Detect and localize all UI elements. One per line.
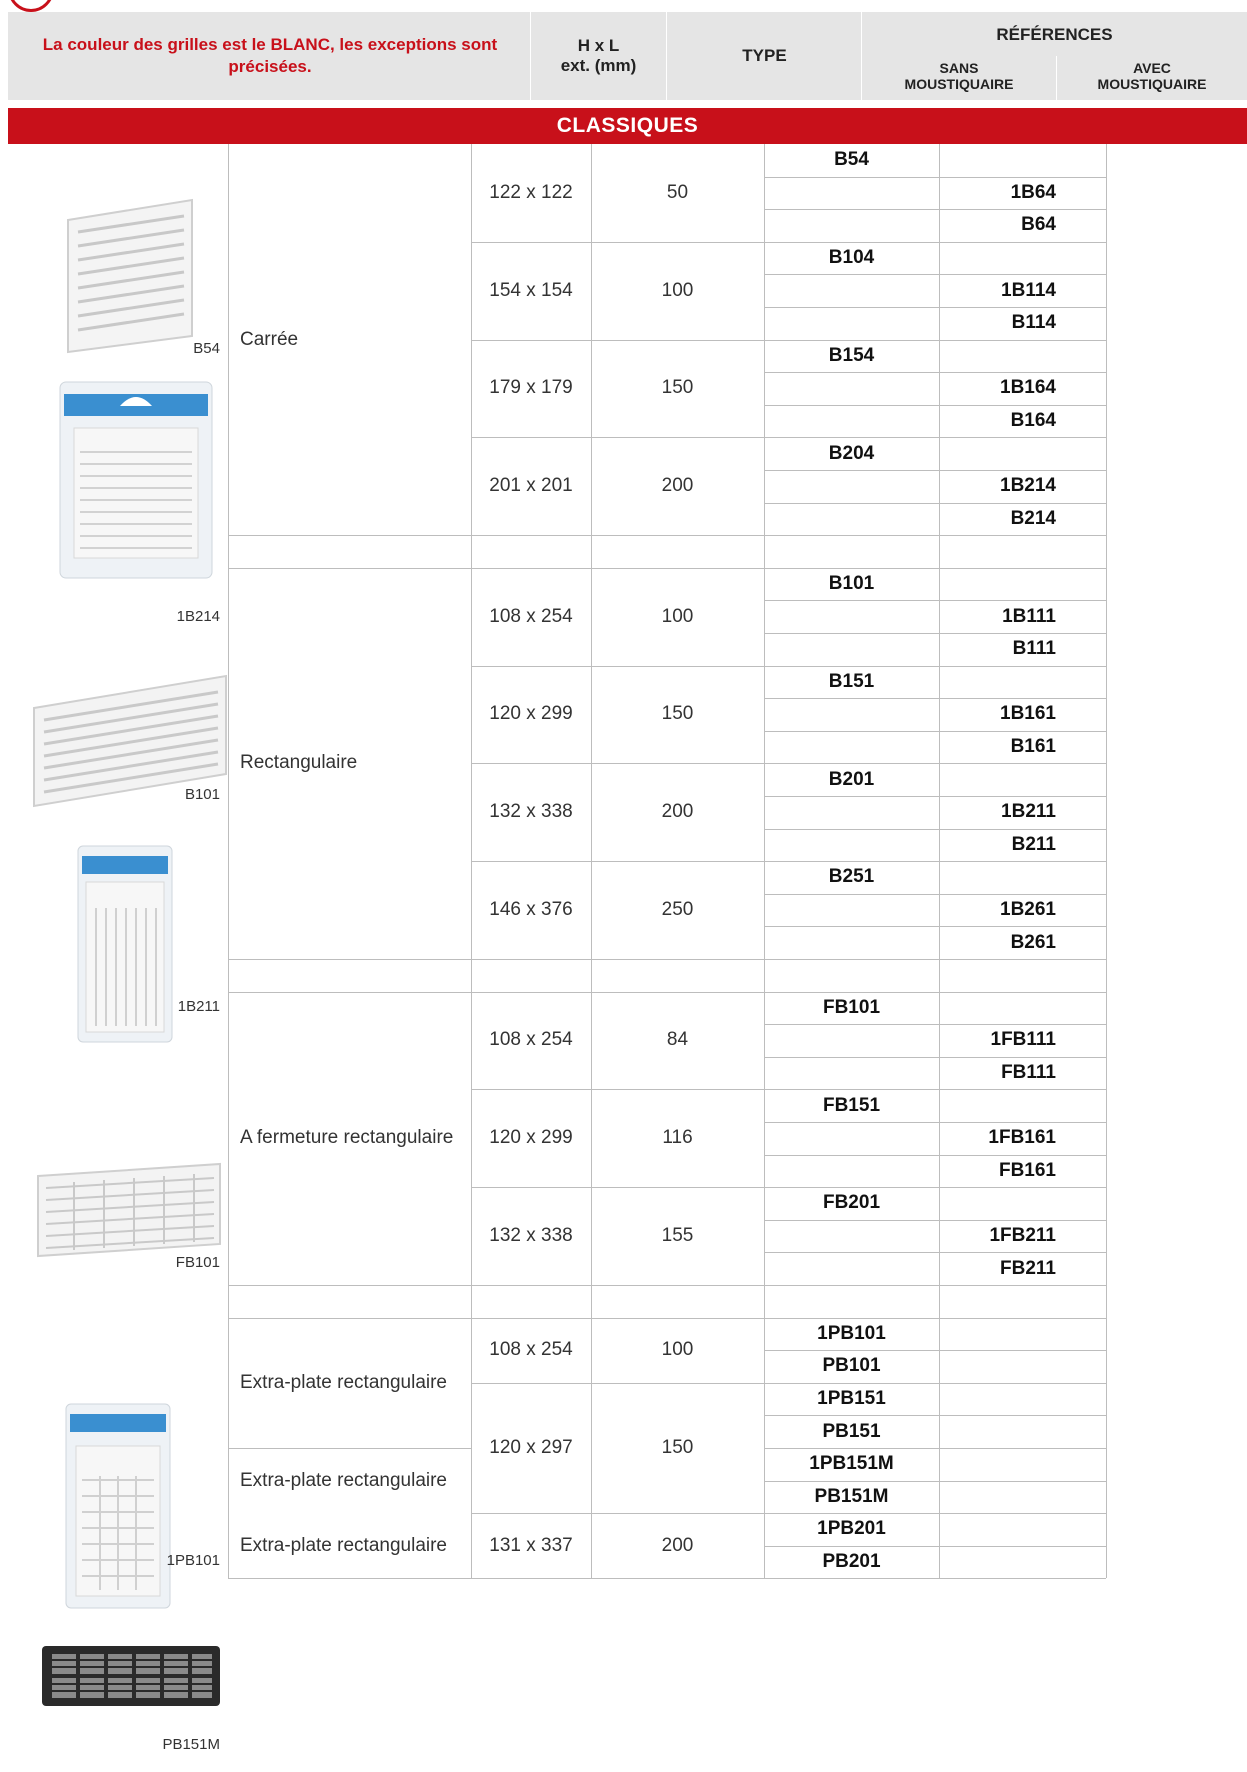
ref-avec-text: 1FB211 (989, 1225, 1056, 1247)
column-rule (764, 568, 765, 959)
ref-avec (939, 1057, 1106, 1090)
caption-text: FB101 (175, 1254, 220, 1271)
sans-header-line1: SANS (939, 60, 979, 76)
dims-cell (471, 666, 591, 764)
row-rule (764, 1481, 1106, 1482)
row-rule (764, 1546, 1106, 1547)
ref-sans-text: B204 (828, 442, 875, 464)
dims-cell-text: 120 x 299 (489, 703, 573, 725)
ref-avec-text: 1B64 (1010, 181, 1056, 203)
column-rule (764, 144, 765, 535)
ref-sans-text: PB151 (822, 1420, 881, 1442)
ref-sans (764, 1089, 939, 1122)
dims-cell (471, 992, 591, 1090)
row-rule (764, 372, 1106, 373)
row-rule (764, 731, 1106, 732)
type-cell-text: 100 (661, 1339, 694, 1361)
avec-header-line1: AVEC (1133, 60, 1171, 76)
column-rule (764, 992, 765, 1285)
row-rule (228, 535, 1106, 536)
ref-sans (764, 1448, 939, 1481)
row-rule (764, 633, 1106, 634)
dims-cell (471, 1089, 591, 1187)
row-rule (764, 926, 1106, 927)
avec-header-line2: MOUSTIQUAIRE (1097, 76, 1207, 92)
type-header (667, 12, 862, 100)
header-divider (1056, 56, 1057, 100)
dims-cell-text: 108 x 254 (489, 605, 573, 627)
category-label-text: Carrée (240, 328, 299, 350)
column-rule (471, 568, 472, 959)
row-rule (764, 796, 1106, 797)
row-rule (764, 209, 1106, 210)
ref-avec-text: 1FB111 (990, 1029, 1056, 1051)
ref-avec-text: B64 (1021, 214, 1056, 236)
ref-sans (764, 242, 939, 275)
type-cell-text: 250 (661, 899, 694, 921)
ref-sans-text: B251 (828, 866, 875, 888)
row-rule (764, 829, 1106, 830)
row-rule (764, 177, 1106, 178)
avec-header (1057, 56, 1247, 96)
type-cell (591, 568, 764, 666)
dims-cell (471, 144, 591, 242)
dims-cell-text: 154 x 154 (489, 279, 573, 301)
row-rule (764, 600, 1106, 601)
ref-sans (764, 1546, 939, 1579)
column-rule (1106, 959, 1107, 992)
ref-sans-text: B104 (828, 247, 875, 269)
column-rule (764, 1318, 765, 1579)
dims-cell (471, 1383, 591, 1513)
ref-avec-text: B261 (1010, 931, 1056, 953)
corner-badge (8, 0, 54, 12)
row-rule (764, 405, 1106, 406)
category-label-text: Rectangulaire (240, 752, 358, 774)
column-rule (1106, 1285, 1107, 1318)
ref-avec (939, 307, 1106, 340)
type-cell (591, 1089, 764, 1187)
ref-avec (939, 829, 1106, 862)
column-rule (939, 959, 940, 992)
category-label-text: Extra-plate rectangulaire (240, 1534, 447, 1556)
type-cell-text: 150 (661, 703, 694, 725)
column-rule (591, 144, 592, 535)
ref-sans-text: FB201 (822, 1192, 881, 1214)
ref-avec (939, 731, 1106, 764)
product-caption (150, 340, 220, 357)
type-cell (591, 861, 764, 959)
ref-avec-text: 1B114 (1001, 279, 1056, 301)
column-rule (939, 144, 940, 535)
column-rule (591, 535, 592, 568)
ref-avec-text: 1B164 (1000, 377, 1056, 399)
color-note (20, 34, 520, 78)
type-cell (591, 437, 764, 535)
column-rule (228, 568, 229, 959)
ref-avec-text: B164 (1010, 410, 1056, 432)
dims-cell-text: 131 x 337 (489, 1534, 573, 1556)
type-cell (591, 1513, 764, 1578)
dims-cell (471, 568, 591, 666)
ref-avec-text: FB111 (1001, 1062, 1056, 1084)
ref-avec (939, 372, 1106, 405)
column-rule (471, 992, 472, 1285)
ref-avec (939, 894, 1106, 927)
type-cell-text: 150 (661, 1436, 694, 1458)
type-cell-text: 200 (661, 801, 694, 823)
type-cell (591, 144, 764, 242)
product-image-pb151m (40, 1644, 222, 1708)
dims-header-line1: H x L (577, 36, 620, 55)
ref-sans-text: 1PB151 (817, 1388, 886, 1410)
ref-avec (939, 470, 1106, 503)
column-rule (1106, 568, 1107, 959)
column-rule (1106, 144, 1107, 535)
row-rule (764, 698, 1106, 699)
product-image-1pb101 (58, 1396, 178, 1616)
column-rule (939, 535, 940, 568)
column-rule (228, 1285, 229, 1318)
row-rule (228, 1285, 1106, 1286)
column-rule (471, 1285, 472, 1318)
column-rule (228, 959, 229, 992)
category-label (228, 1318, 471, 1448)
dims-cell-text: 201 x 201 (489, 475, 573, 497)
ref-avec-text: 1B111 (1002, 605, 1056, 627)
type-header-label: TYPE (742, 46, 787, 65)
ref-avec (939, 1220, 1106, 1253)
product-caption (150, 608, 220, 625)
category-label (228, 144, 471, 535)
sans-header-line2: MOUSTIQUAIRE (904, 76, 1014, 92)
sans-header (862, 56, 1056, 96)
column-rule (764, 535, 765, 568)
column-rule (1106, 535, 1107, 568)
column-rule (471, 144, 472, 535)
category-label (228, 1513, 471, 1578)
column-rule (471, 959, 472, 992)
type-cell (591, 1318, 764, 1383)
row-rule (228, 1448, 471, 1449)
dims-header (531, 12, 666, 100)
references-header (862, 20, 1247, 50)
ref-sans (764, 1481, 939, 1514)
row-rule (764, 1448, 1106, 1449)
dims-cell-text: 132 x 338 (489, 1225, 573, 1247)
type-cell (591, 763, 764, 861)
dims-cell (471, 340, 591, 438)
ref-sans (764, 144, 939, 177)
ref-sans-text: B151 (828, 670, 875, 692)
ref-avec (939, 1155, 1106, 1188)
ref-avec-text: B214 (1010, 507, 1056, 529)
dims-header-line2: ext. (mm) (560, 56, 637, 75)
ref-avec (939, 1122, 1106, 1155)
ref-sans-text: B54 (834, 149, 869, 171)
column-rule (591, 959, 592, 992)
caption-text: 1PB101 (166, 1552, 220, 1569)
ref-avec (939, 209, 1106, 242)
ref-avec-text: B114 (1011, 312, 1056, 334)
product-caption (150, 998, 220, 1015)
dims-cell-text: 108 x 254 (489, 1339, 573, 1361)
header-divider (666, 12, 667, 100)
dims-cell (471, 437, 591, 535)
type-cell (591, 1187, 764, 1285)
ref-sans (764, 1513, 939, 1546)
row-rule (764, 274, 1106, 275)
ref-sans (764, 568, 939, 601)
ref-sans-text: FB101 (822, 996, 881, 1018)
row-rule (764, 894, 1106, 895)
ref-sans-text: B101 (828, 573, 875, 595)
type-cell-text: 116 (662, 1127, 693, 1149)
ref-avec (939, 796, 1106, 829)
references-header-label: RÉFÉRENCES (996, 25, 1113, 44)
type-cell (591, 666, 764, 764)
caption-text: B101 (184, 786, 220, 803)
category-label-text: Extra-plate rectangulaire (240, 1371, 447, 1393)
caption-text: 1B211 (177, 998, 220, 1015)
category-label (228, 1448, 471, 1513)
column-rule (1106, 1318, 1107, 1579)
type-cell-text: 200 (661, 1534, 694, 1556)
ref-avec (939, 503, 1106, 536)
ref-sans (764, 1415, 939, 1448)
section-title: CLASSIQUES (556, 114, 699, 137)
column-rule (471, 535, 472, 568)
category-label (228, 992, 471, 1285)
ref-avec (939, 1252, 1106, 1285)
ref-sans (764, 763, 939, 796)
column-rule (591, 568, 592, 959)
ref-avec (939, 600, 1106, 633)
ref-avec-text: 1B214 (1000, 475, 1056, 497)
type-cell-text: 200 (661, 475, 694, 497)
column-rule (939, 568, 940, 959)
ref-avec-text: FB161 (998, 1159, 1056, 1181)
row-rule (764, 1024, 1106, 1025)
dims-cell (471, 763, 591, 861)
ref-sans (764, 992, 939, 1025)
dims-cell (471, 1318, 591, 1383)
column-rule (764, 959, 765, 992)
row-rule (764, 1122, 1106, 1123)
dims-cell (471, 1513, 591, 1578)
ref-avec-text: FB211 (1000, 1257, 1056, 1279)
ref-sans (764, 1318, 939, 1351)
type-cell-text: 155 (661, 1225, 694, 1247)
ref-sans-text: 1PB151M (809, 1453, 894, 1475)
type-cell (591, 1383, 764, 1513)
caption-text: PB151M (162, 1736, 220, 1753)
product-image-fb101 (34, 1160, 224, 1260)
row-rule (228, 1578, 1106, 1579)
product-caption (150, 1254, 220, 1271)
row-rule (764, 1155, 1106, 1156)
column-rule (764, 1285, 765, 1318)
ref-sans-text: 1PB201 (817, 1518, 886, 1540)
dims-cell-text: 120 x 299 (489, 1127, 573, 1149)
ref-avec-text: B161 (1010, 736, 1056, 758)
type-cell-text: 84 (666, 1029, 689, 1051)
ref-avec-text: 1B211 (1001, 801, 1056, 823)
column-rule (591, 1318, 592, 1579)
color-note-text: La couleur des grilles est le BLANC, les exceptions sont précisées. (42, 35, 498, 76)
dims-cell-text: 108 x 254 (489, 1029, 573, 1051)
ref-sans-text: FB151 (822, 1094, 881, 1116)
row-rule (228, 959, 1106, 960)
row-rule (764, 470, 1106, 471)
column-rule (471, 1318, 472, 1579)
dims-cell-text: 146 x 376 (489, 899, 573, 921)
category-label (228, 568, 471, 959)
ref-sans (764, 1383, 939, 1416)
product-image-1b214 (46, 372, 226, 592)
ref-avec (939, 177, 1106, 210)
dims-cell-text: 120 x 297 (489, 1436, 573, 1458)
ref-sans (764, 861, 939, 894)
ref-sans (764, 1187, 939, 1220)
type-cell-text: 100 (661, 605, 694, 627)
header-divider (530, 12, 531, 100)
ref-avec-text: 1B161 (1000, 703, 1056, 725)
column-rule (228, 1318, 229, 1579)
ref-sans-text: B201 (828, 768, 875, 790)
ref-sans (764, 437, 939, 470)
ref-avec-text: B211 (1011, 833, 1056, 855)
ref-sans-text: PB201 (822, 1551, 881, 1573)
ref-avec (939, 1024, 1106, 1057)
ref-avec (939, 698, 1106, 731)
ref-avec (939, 405, 1106, 438)
dims-cell-text: 122 x 122 (489, 181, 573, 203)
ref-avec-text: 1FB161 (988, 1127, 1056, 1149)
row-rule (764, 1415, 1106, 1416)
category-label-text: Extra-plate rectangulaire (240, 1469, 447, 1491)
ref-avec (939, 926, 1106, 959)
column-rule (939, 1285, 940, 1318)
row-rule (764, 1220, 1106, 1221)
ref-avec-text: 1B261 (1000, 899, 1056, 921)
column-rule (228, 992, 229, 1285)
type-cell-text: 150 (661, 377, 694, 399)
dims-cell (471, 1187, 591, 1285)
column-rule (591, 1285, 592, 1318)
caption-text: B54 (193, 340, 220, 357)
column-rule (228, 535, 229, 568)
dims-cell (471, 861, 591, 959)
column-rule (228, 144, 229, 535)
ref-sans-text: PB101 (822, 1355, 881, 1377)
product-image-b54 (62, 196, 202, 356)
ref-sans-text: 1PB101 (817, 1322, 886, 1344)
dims-cell-text: 179 x 179 (489, 377, 573, 399)
product-caption (150, 786, 220, 803)
column-rule (1106, 992, 1107, 1285)
caption-text: 1B214 (176, 608, 220, 625)
type-cell (591, 992, 764, 1090)
type-cell-text: 100 (661, 279, 694, 301)
row-rule (764, 307, 1106, 308)
row-rule (764, 503, 1106, 504)
ref-avec (939, 633, 1106, 666)
ref-sans (764, 1350, 939, 1383)
row-rule (764, 1350, 1106, 1351)
dims-cell (471, 242, 591, 340)
product-image-1b211 (70, 838, 180, 1048)
product-caption (140, 1736, 220, 1753)
ref-avec (939, 274, 1106, 307)
column-rule (591, 992, 592, 1285)
ref-sans (764, 340, 939, 373)
column-rule (939, 992, 940, 1285)
section-band (8, 108, 1247, 144)
ref-sans-text: B154 (828, 344, 875, 366)
type-cell (591, 242, 764, 340)
row-rule (764, 1252, 1106, 1253)
column-rule (939, 1318, 940, 1579)
type-cell (591, 340, 764, 438)
category-label-text: A fermeture rectangulaire (240, 1127, 454, 1149)
header-divider (861, 12, 862, 100)
product-caption (140, 1552, 220, 1569)
ref-avec-text: B111 (1012, 638, 1056, 660)
row-rule (764, 1057, 1106, 1058)
type-cell-text: 50 (666, 181, 689, 203)
ref-sans-text: PB151M (814, 1485, 889, 1507)
ref-sans (764, 666, 939, 699)
dims-cell-text: 132 x 338 (489, 801, 573, 823)
